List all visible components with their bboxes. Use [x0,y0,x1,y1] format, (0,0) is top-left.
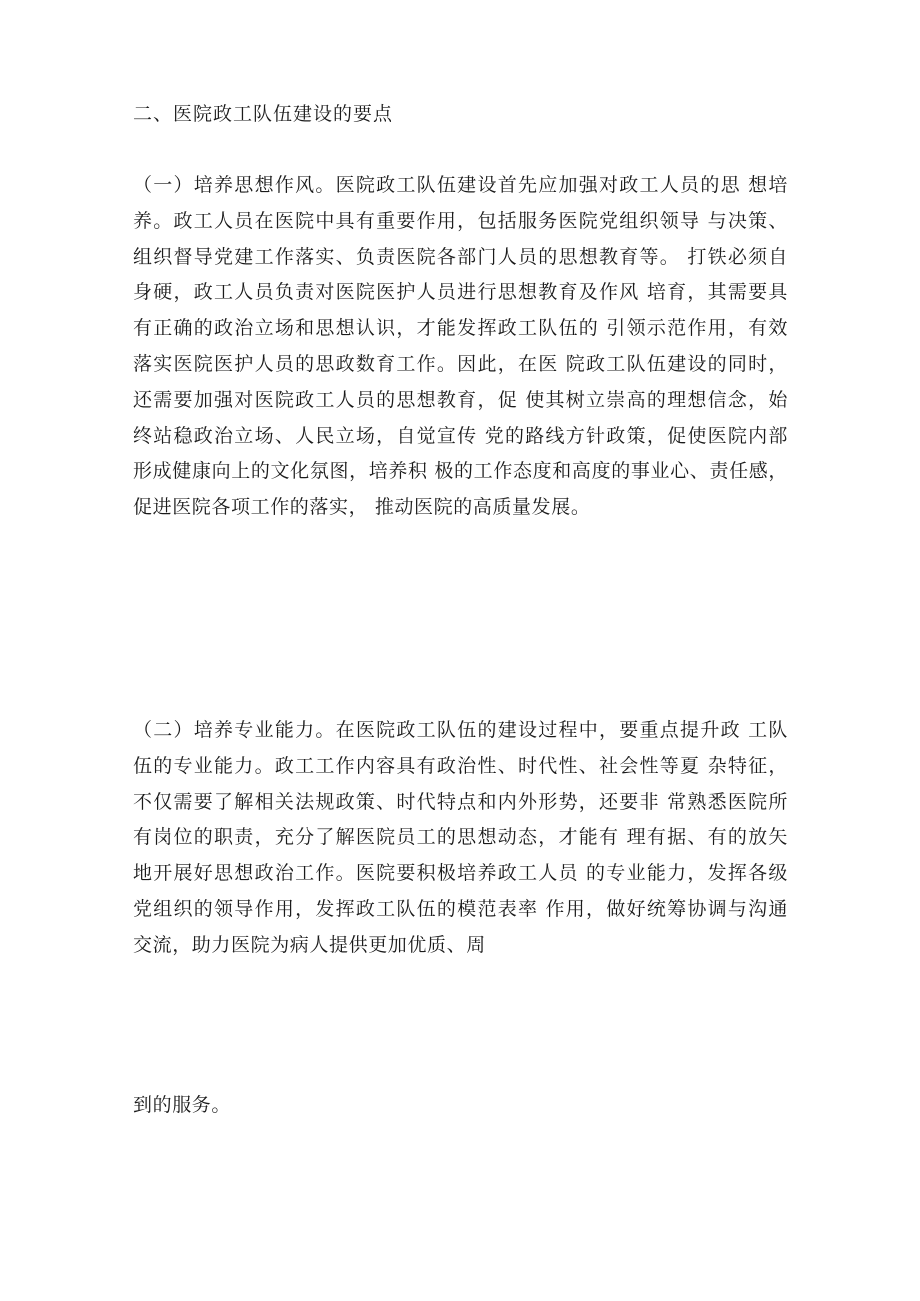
paragraph-line: （二）培养专业能力。在医院政工队伍的建设过程中，要重点提升政 工队 [133,719,788,741]
paragraph-line: 组织督导党建工作落实、负责医院各部门人员的思想教育等。 打铁必须自 [133,245,788,268]
paragraph-line: （一）培养思想作风。医院政工队伍建设首先应加强对政工人员的思 想培 [133,174,788,196]
paragraph-professional-ability [133,713,788,964]
paragraph-line: 党组织的领导作用，发挥政工队伍的模范表率 作用，做好统筹协调与沟通 [133,897,788,920]
paragraph-line: 还需要加强对医院政工人员的思想教育，促 使其树立崇高的理想信念，始 [133,388,788,411]
paragraph-line: 形成健康向上的文化氛图，培养积 极的工作态度和高度的事业心、责任感， [133,460,788,483]
paragraph-line: 交流，助力医院为病人提供更加优质、周 [133,933,486,956]
paragraph-ideological-style [133,168,788,526]
paragraph-tail: 到的服务。 [133,1094,232,1116]
paragraph-line: 促进医院各项工作的落实， 推动医院的高质量发展。 [133,496,591,519]
paragraph-line: 身硬，政工人员负责对医院医护人员进行思想教育及作风 培育，其需要具 [133,281,788,304]
paragraph-line: 终站稳政治立场、人民立场，自觉宣传 党的路线方针政策，促使医院内部 [133,424,788,447]
paragraph-line: 地开展好思想政治工作。医院要积极培养政工人员 的专业能力，发挥各级 [133,862,788,885]
paragraph-line: 有正确的政治立场和思想认识，才能发挥政工队伍的 引领示范作用，有效 [133,317,788,340]
paragraph-line: 养。政工人员在医院中具有重要作用，包括服务医院党组织领导 与决策、 [133,209,788,232]
paragraph-line: 落实医院医护人员的思政数育工作。因此，在医 院政工队伍建设的同时， [133,352,788,375]
paragraph-line: 有岗位的职责，充分了解医院员工的思想动态，才能有 理有据、有的放矢 [133,826,788,849]
section-heading: 二、医院政工队伍建设的要点 [133,103,394,125]
paragraph-line: 不仅需要了解相关法规政策、时代特点和内外形势，还要非 常熟悉医院所 [133,790,788,813]
paragraph-line: 伍的专业能力。政工工作内容具有政治性、时代性、社会性等夏 杂特征， [133,754,788,777]
